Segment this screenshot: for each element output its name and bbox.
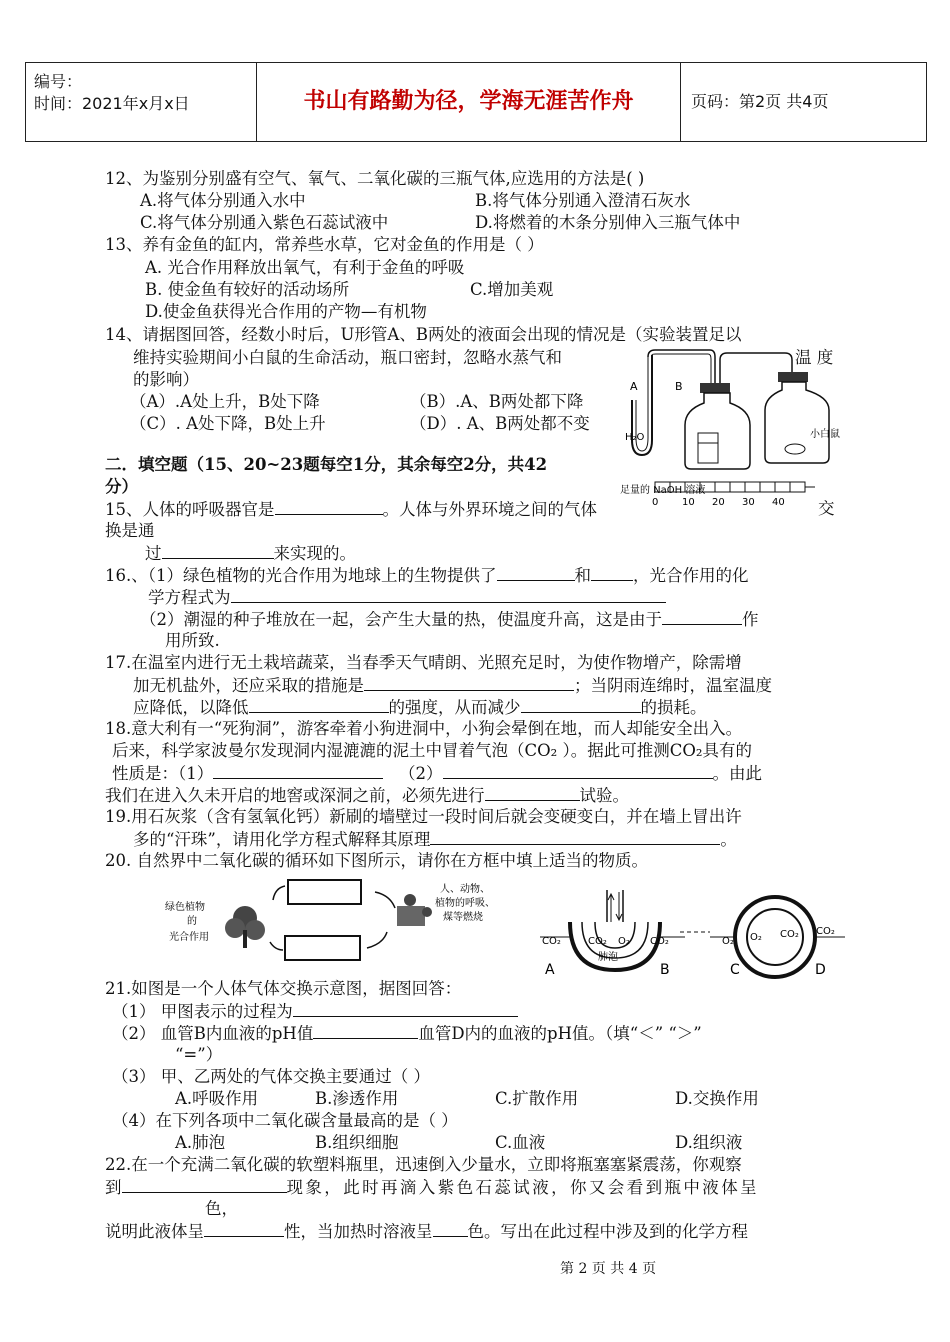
q14-stem-2: 维持实验期间小白鼠的生命活动，瓶口密封，忽略水蒸气和 bbox=[133, 348, 562, 367]
q21-line-2 bbox=[112, 1000, 518, 1023]
q22-text-d: 性，当加热时溶液呈 bbox=[284, 1222, 433, 1241]
q16-line-3 bbox=[140, 608, 759, 631]
o2-label-1: O₂ bbox=[618, 936, 630, 947]
q15-text-d: 来实现的。 bbox=[273, 544, 356, 563]
plant-icon bbox=[225, 906, 265, 948]
q18-blank-1[interactable] bbox=[213, 762, 383, 779]
q15-line-1c: 交 bbox=[818, 499, 835, 518]
q21-option-4b: B.组织细胞 bbox=[315, 1133, 399, 1152]
label-b: B bbox=[660, 962, 670, 978]
q18-text-b: （2） bbox=[399, 764, 443, 783]
q21-line-4: “=”） bbox=[175, 1045, 223, 1064]
q15-line-2: 换是通 bbox=[105, 521, 155, 540]
date-line: 时间：2021年x月x日 bbox=[34, 94, 190, 113]
q20-line-1: 20. 自然界中二氧化碳的循环如下图所示，请你在方框中填上适当的物质。 bbox=[105, 851, 648, 870]
o2-label-3: O₂ bbox=[750, 932, 762, 943]
q12-option-a: A.将气体分别通入水中 bbox=[140, 191, 306, 210]
q12-stem: 12、为鉴别分别盛有空气、氧气、二氧化碳的三瓶气体,应选用的方法是( ) bbox=[105, 169, 645, 188]
label-a: A bbox=[545, 962, 555, 978]
q15-line-3 bbox=[145, 542, 356, 565]
people-animals-icon bbox=[397, 894, 432, 926]
q21-text-b: （2） 血管B内血液的pH值 bbox=[112, 1024, 314, 1043]
plant-label-2: 的 bbox=[187, 916, 197, 927]
q15-text-b: 。人体与外界环境之间的气体 bbox=[382, 500, 597, 519]
q21-option-3a: A.呼吸作用 bbox=[175, 1089, 259, 1108]
q13-option-b: B. 使金鱼有较好的活动场所 bbox=[145, 280, 350, 299]
q21-option-4c: C.血液 bbox=[495, 1133, 546, 1152]
q22-text-b: 现象，此时再滴入紫色石蕊试液，你又会看到瓶中液体呈 bbox=[286, 1178, 759, 1197]
q21-line-3 bbox=[112, 1022, 702, 1045]
ruler-tick-label: 20 bbox=[712, 497, 725, 508]
ruler-tick-label: 40 bbox=[772, 497, 785, 508]
resp-label-2: 植物的呼吸、 bbox=[435, 898, 495, 909]
q18-line-1: 18.意大利有一“死狗洞”，游客牵着小狗进洞中，小狗会晕倒在地，而人却能安全出入。 bbox=[105, 719, 743, 738]
plant-label-1: 绿色植物 bbox=[165, 902, 205, 913]
co2-label-3: CO₂ bbox=[650, 936, 669, 947]
q14-option-d: （D）. A、B两处都不变 bbox=[410, 414, 590, 433]
gas-exchange-figure bbox=[540, 882, 845, 982]
q16-blank-1[interactable] bbox=[497, 564, 575, 581]
q22-line-4 bbox=[105, 1220, 748, 1243]
q17-text-d: 的强度，从而减少 bbox=[388, 698, 521, 717]
q21-line-6: （4）在下列各项中二氧化碳含量最高的是（ ） bbox=[112, 1111, 458, 1130]
q22-line-2 bbox=[105, 1176, 759, 1199]
u-tube-label-b: B bbox=[675, 380, 683, 393]
motto: 书山有路勤为径，学海无涯苦作舟 bbox=[257, 63, 681, 141]
q14-stem-3: 的影响） bbox=[133, 370, 199, 389]
q16-text-a: 16.、（1）绿色植物的光合作用为地球上的生物提供了 bbox=[105, 566, 497, 585]
q17-blank-1[interactable] bbox=[364, 674, 574, 691]
co2-label-5: CO₂ bbox=[816, 926, 835, 937]
carbon-cycle-figure bbox=[165, 870, 540, 970]
ruler-tick-label: 0 bbox=[652, 497, 659, 508]
q15-text-c: 过 bbox=[145, 544, 162, 563]
q21-option-3b: B.渗透作用 bbox=[315, 1089, 399, 1108]
q13-option-a: A. 光合作用释放出氧气，有利于金鱼的呼吸 bbox=[145, 258, 465, 277]
q15-blank-1[interactable] bbox=[275, 498, 383, 515]
section2-title-1: 二．填空题（15、20~23题每空1分，其余每空2分，共42 bbox=[105, 455, 548, 474]
cycle-blank-box-bottom[interactable] bbox=[285, 936, 360, 960]
q17-text-c: 应降低，以降低 bbox=[133, 698, 249, 717]
q18-line-2: 后来，科学家波曼尔发现洞内湿漉漉的泥土中冒着气泡（CO₂ ）。据此可推测CO₂具有的 bbox=[112, 741, 753, 760]
q21-option-4a: A.肺泡 bbox=[175, 1133, 226, 1152]
q17-line-3 bbox=[133, 696, 707, 719]
q16-text-d: 学方程式为 bbox=[148, 588, 231, 607]
header-meta bbox=[26, 63, 257, 141]
resp-label-3: 煤等燃烧 bbox=[443, 912, 483, 923]
mouse-label: 小白鼠 bbox=[810, 429, 840, 440]
co2-label-2: CO₂ bbox=[588, 936, 607, 947]
plant-label-3: 光合作用 bbox=[169, 932, 209, 943]
q18-line-4 bbox=[105, 784, 629, 807]
q18-text-c: 。由此 bbox=[712, 764, 762, 783]
q16-text-e: （2）潮湿的种子堆放在一起，会产生大量的热，使温度升高，这是由于 bbox=[140, 610, 662, 629]
q21-line-1: 21.如图是一个人体气体交换示意图，据图回答： bbox=[105, 979, 462, 998]
resp-label-1: 人、动物、 bbox=[440, 884, 490, 895]
q22-line-1: 22.在一个充满二氧化碳的软塑料瓶里，迅速倒入少量水，立即将瓶塞塞紧震荡，你观察 bbox=[105, 1155, 742, 1174]
q16-text-f: 作 bbox=[742, 610, 759, 629]
q15-text-a: 15、人体的呼吸器官是 bbox=[105, 500, 275, 519]
q13-option-c: C.增加美观 bbox=[470, 280, 554, 299]
q19-blank-1[interactable] bbox=[430, 828, 720, 845]
q16-blank-4[interactable] bbox=[662, 608, 742, 625]
ruler-figure bbox=[650, 478, 820, 508]
q13-stem: 13、养有金鱼的缸内，常养些水草，它对金鱼的作用是（ ） bbox=[105, 235, 544, 254]
q22-line-3: 色， bbox=[205, 1199, 238, 1218]
label-c: C bbox=[730, 962, 740, 978]
q21-blank-1[interactable] bbox=[293, 1000, 518, 1017]
alveolus-label: 肺泡 bbox=[598, 952, 618, 963]
q14-option-b: （B）.A、B两处都下降 bbox=[410, 392, 584, 411]
q18-blank-3[interactable] bbox=[485, 784, 580, 801]
section2-title-2: 分） bbox=[105, 477, 138, 496]
q14-option-c: （C）. A处下降，B处上升 bbox=[130, 414, 326, 433]
q14-stem-2b: 温 度 bbox=[795, 348, 834, 367]
ruler-tick-label: 10 bbox=[682, 497, 695, 508]
q16-text-b: 和 bbox=[574, 566, 591, 585]
q19-line-1: 19.用石灰浆（含有氢氧化钙）新刷的墙壁过一段时间后就会变硬变白，并在墙上冒出许 bbox=[105, 807, 742, 826]
naoh-label: 足量的 NaOH 溶液 bbox=[620, 485, 706, 496]
water-label: H₂O bbox=[625, 432, 645, 443]
q18-blank-2[interactable] bbox=[443, 762, 713, 779]
o2-label-2: O₂ bbox=[722, 936, 734, 947]
q12-option-b: B.将气体分别通入澄清石灰水 bbox=[475, 191, 691, 210]
q14-option-a: （A）.A处上升，B处下降 bbox=[130, 392, 320, 411]
q18-text-e: 试验。 bbox=[579, 786, 629, 805]
q17-blank-2[interactable] bbox=[249, 696, 389, 713]
q21-option-3d: D.交换作用 bbox=[675, 1089, 759, 1108]
q15-line-1 bbox=[105, 498, 597, 521]
q22-text-e: 色。写出在此过程中涉及到的化学方程 bbox=[467, 1222, 748, 1241]
q22-blank-2[interactable] bbox=[204, 1220, 284, 1237]
q16-line-4: 用所致. bbox=[165, 631, 220, 650]
q19-text-b: 。 bbox=[720, 830, 737, 849]
q12-option-c: C.将气体分别通入紫色石蕊试液中 bbox=[140, 213, 389, 232]
q16-blank-2[interactable] bbox=[591, 564, 633, 581]
q16-line-2 bbox=[148, 586, 666, 609]
q17-line-2 bbox=[133, 674, 772, 697]
q22-blank-1[interactable] bbox=[122, 1176, 287, 1193]
q22-blank-3[interactable] bbox=[433, 1220, 468, 1237]
q21-text-a: （1） 甲图表示的过程为 bbox=[112, 1002, 293, 1021]
page-info: 页码：第2页 共4页 bbox=[691, 92, 829, 111]
serial-label: 编号： bbox=[34, 72, 83, 91]
q12-option-d: D.将燃着的木条分别伸入三瓶气体中 bbox=[475, 213, 741, 232]
q14-stem-1: 14、请据图回答，经数小时后，U形管A、B两处的液面会出现的情况是（实验装置足以 bbox=[105, 325, 742, 344]
q16-line-1 bbox=[105, 564, 749, 587]
q21-text-c: 血管D内的血液的pH值。（填“＜” “＞” bbox=[418, 1024, 702, 1043]
q16-blank-3[interactable] bbox=[231, 586, 666, 603]
co2-label-4: CO₂ bbox=[780, 929, 799, 940]
co2-label-1: CO₂ bbox=[542, 936, 561, 947]
q18-text-a: 性质是：（1） bbox=[112, 764, 214, 783]
q16-text-c: ，光合作用的化 bbox=[633, 566, 749, 585]
q18-line-3 bbox=[112, 762, 762, 785]
q21-line-5: （3） 甲、乙两处的气体交换主要通过（ ） bbox=[112, 1067, 430, 1086]
page-header bbox=[25, 62, 927, 142]
q15-blank-2[interactable] bbox=[162, 542, 274, 559]
q17-text-b: ；当阴雨连绵时，温室温度 bbox=[574, 676, 772, 695]
q13-option-d: D.使金鱼获得光合作用的产物—有机物 bbox=[145, 302, 427, 321]
q22-text-c: 说明此液体呈 bbox=[105, 1222, 204, 1241]
q21-blank-2[interactable] bbox=[313, 1022, 418, 1039]
q19-line-2 bbox=[133, 828, 737, 851]
cycle-blank-box-top[interactable] bbox=[288, 880, 361, 904]
page-footer: 第 2 页 共 4 页 bbox=[560, 1261, 657, 1277]
u-tube-label-a: A bbox=[630, 380, 638, 393]
q17-blank-3[interactable] bbox=[521, 696, 641, 713]
q17-line-1: 17.在温室内进行无土栽培蔬菜，当春季天气晴朗、光照充足时，为使作物增产，除需增 bbox=[105, 653, 742, 672]
q18-text-d: 我们在进入久未开启的地窖或深洞之前，必须先进行 bbox=[105, 786, 485, 805]
q22-text-a: 到 bbox=[105, 1178, 122, 1197]
q17-text-e: 的损耗。 bbox=[640, 698, 707, 717]
q17-text-a: 加无机盐外，还应采取的措施是 bbox=[133, 676, 364, 695]
q19-text-a: 多的“汗珠”，请用化学方程式解释其原理 bbox=[133, 830, 431, 849]
q21-option-4d: D.组织液 bbox=[675, 1133, 743, 1152]
label-d: D bbox=[815, 962, 826, 978]
q21-option-3c: C.扩散作用 bbox=[495, 1089, 579, 1108]
ruler-tick-label: 30 bbox=[742, 497, 755, 508]
